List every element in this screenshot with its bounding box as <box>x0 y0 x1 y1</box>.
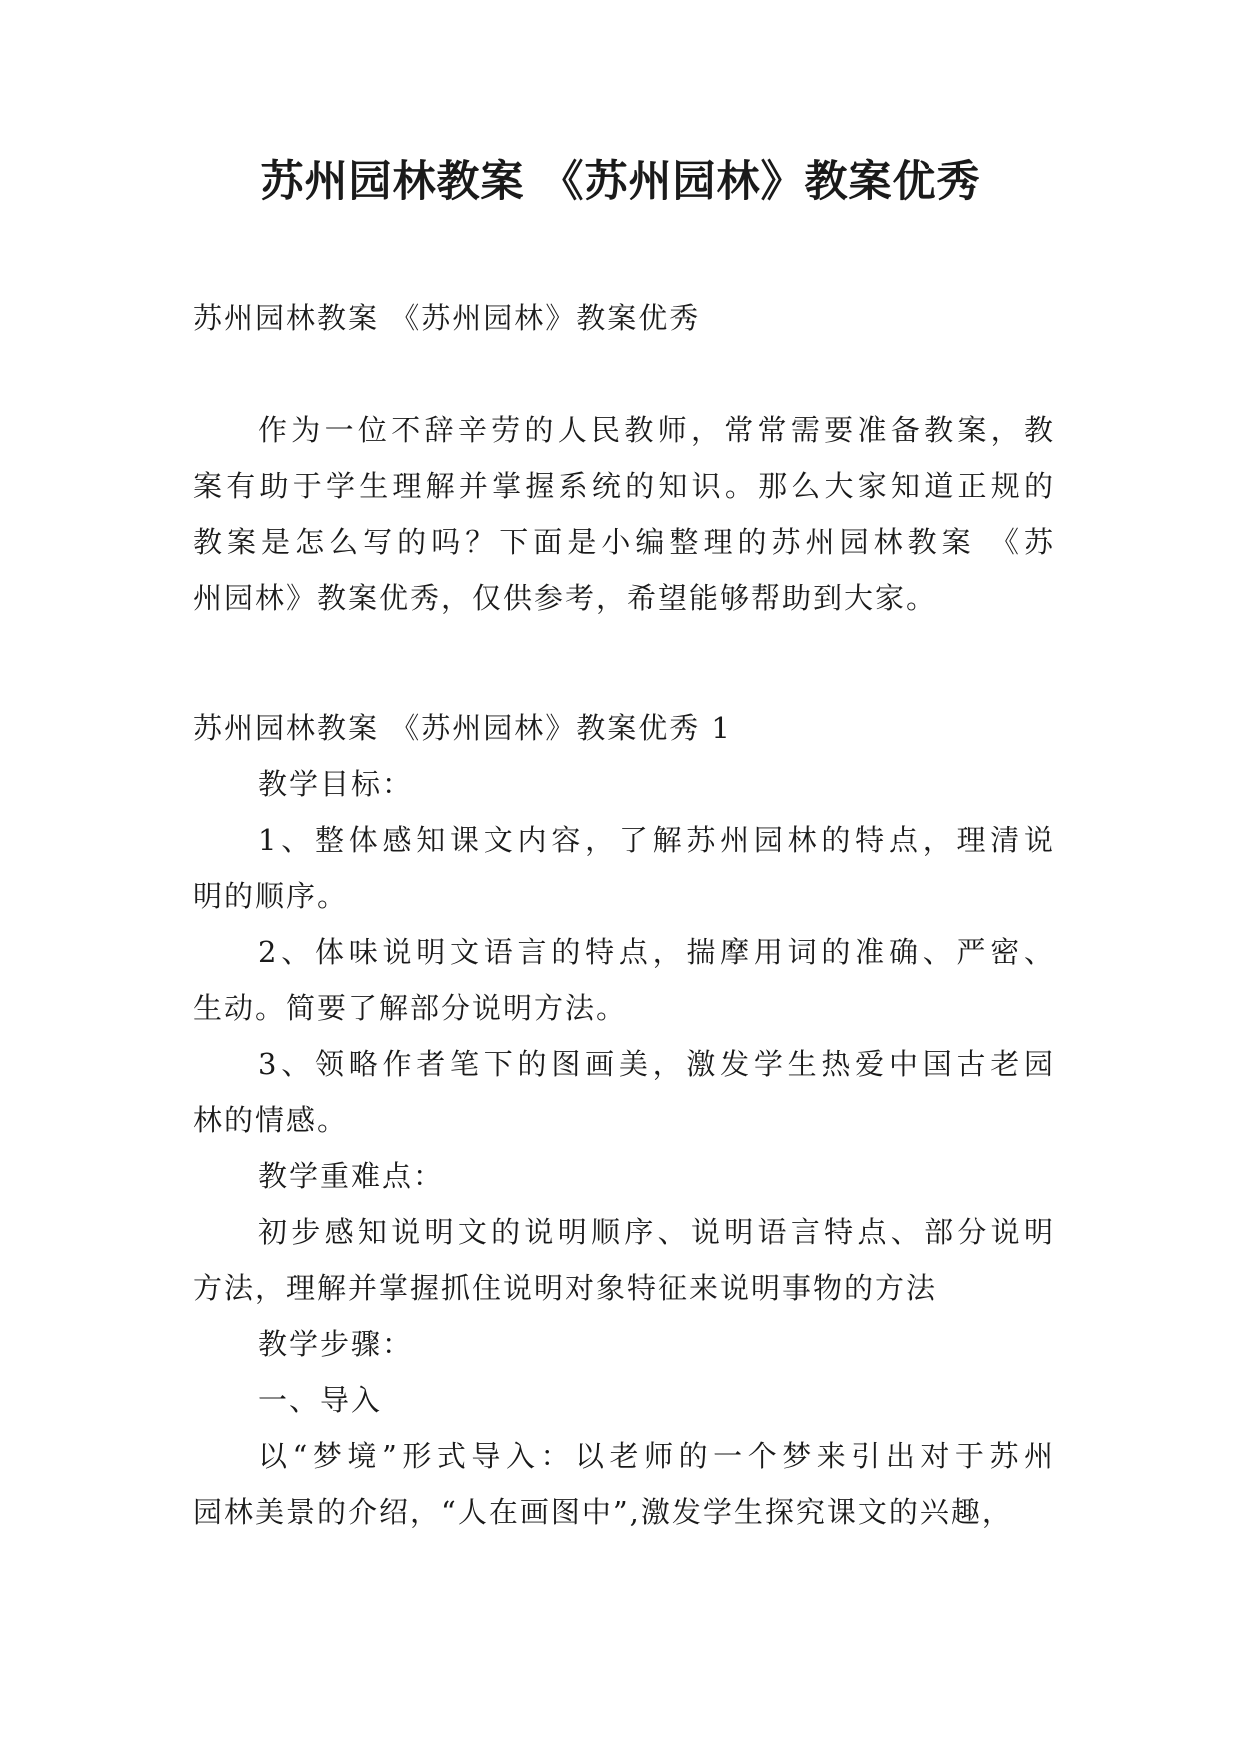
intro-line: 案有助于学生理解并掌握系统的知识。那么大家知道正规的 <box>193 469 1055 503</box>
goal-item-3-cont: 林的情感。 <box>193 1103 349 1137</box>
lesson-body <box>193 700 1055 1540</box>
step-heading-intro: 一、导入 <box>258 1383 383 1417</box>
step-intro-text-cont: 园林美景的介绍，“人在画图中”,激发学生探究课文的兴趣， <box>193 1495 1013 1529</box>
heading-key-points: 教学重难点： <box>258 1159 445 1193</box>
intro-line: 作为一位不辞辛劳的人民教师，常常需要准备教案，教 <box>258 413 1055 447</box>
key-points-text: 初步感知说明文的说明顺序、说明语言特点、部分说明 <box>258 1215 1055 1249</box>
intro-paragraph <box>193 402 1055 626</box>
goal-item-1: 1、整体感知课文内容，了解苏州园林的特点，理清说 <box>258 823 1055 857</box>
section-heading: 苏州园林教案 《苏州园林》教案优秀 1 <box>193 711 732 745</box>
key-points-text-cont: 方法，理解并掌握抓住说明对象特征来说明事物的方法 <box>193 1271 938 1305</box>
goal-item-3: 3、领略作者笔下的图画美，激发学生热爱中国古老园 <box>258 1047 1055 1081</box>
intro-line: 州园林》教案优秀，仅供参考，希望能够帮助到大家。 <box>193 581 938 615</box>
intro-line: 教案是怎么写的吗？下面是小编整理的苏州园林教案 《苏 <box>193 525 1055 559</box>
goal-item-2-cont: 生动。简要了解部分说明方法。 <box>193 991 628 1025</box>
document-title: 苏州园林教案 《苏州园林》教案优秀 <box>260 157 981 207</box>
document-subtitle <box>193 290 1055 346</box>
goal-item-1-cont: 明的顺序。 <box>193 879 349 913</box>
heading-teaching-steps: 教学步骤： <box>258 1327 414 1361</box>
step-intro-text: 以“梦境”形式导入：以老师的一个梦来引出对于苏州 <box>258 1439 1055 1473</box>
heading-teaching-goals: 教学目标： <box>258 767 414 801</box>
subtitle-line: 苏州园林教案 《苏州园林》教案优秀 <box>193 301 701 335</box>
goal-item-2: 2、体味说明文语言的特点，揣摩用词的准确、严密、 <box>258 935 1055 969</box>
